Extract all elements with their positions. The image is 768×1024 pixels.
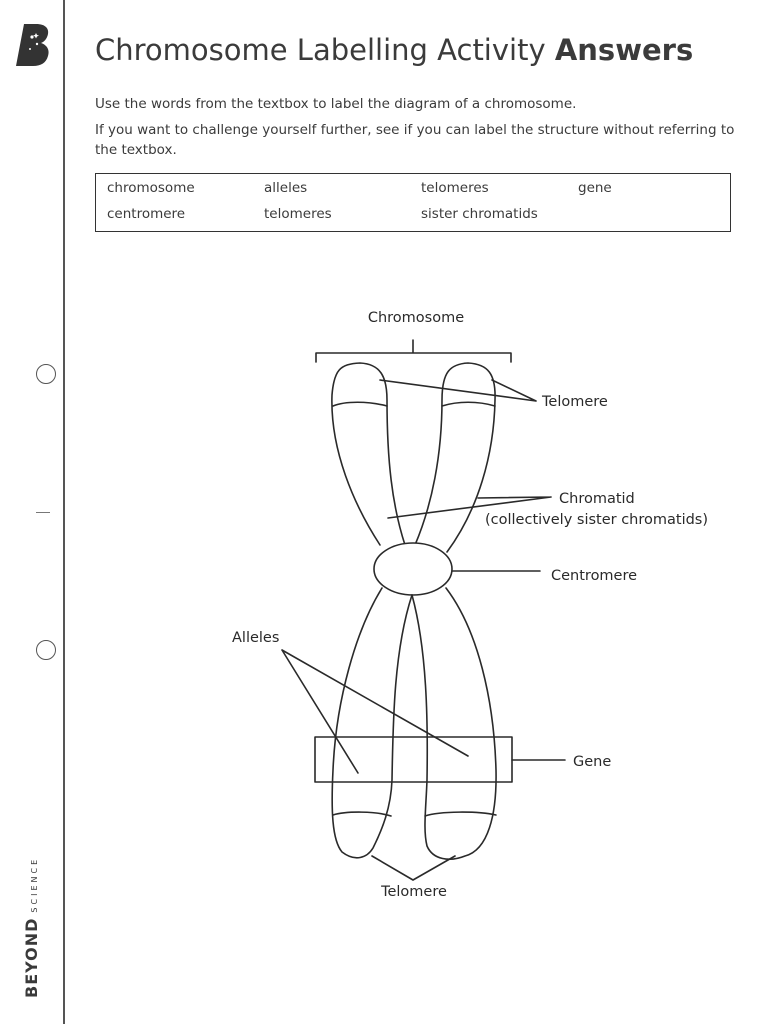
label-gene: Gene	[573, 754, 612, 770]
title-main: Chromosome Labelling Activity	[95, 33, 546, 67]
telomere-band-top-left	[333, 402, 387, 406]
chromatid-upper-right	[415, 363, 495, 552]
title-strong: Answers	[554, 33, 694, 67]
instruction-1: Use the words from the textbox to label the diagram of a chromosome.	[95, 96, 577, 112]
word-bank-item: chromosome	[107, 180, 195, 196]
instruction-2: If you want to challenge yourself further, see if you can label the structure without referring to the textbox.	[95, 122, 735, 158]
chromosome-bracket	[316, 340, 511, 362]
label-alleles: Alleles	[232, 630, 280, 646]
pointer-alleles	[282, 650, 468, 773]
label-telomere-top: Telomere	[542, 394, 608, 410]
pointer-telomere-top	[380, 380, 536, 401]
word-bank-item: telomeres	[421, 180, 489, 196]
label-centromere: Centromere	[551, 568, 638, 584]
pointer-telomere-bottom	[372, 856, 455, 880]
telomere-band-bottom-right	[425, 812, 496, 816]
chromatid-lower-left	[332, 588, 412, 858]
label-chromosome: Chromosome	[367, 310, 465, 326]
word-bank-item: gene	[578, 180, 612, 196]
telomere-band-bottom-left	[333, 812, 391, 816]
brand-tag: SCIENCE	[30, 856, 39, 913]
telomere-band-top-right	[442, 402, 495, 406]
word-bank-item: centromere	[107, 206, 186, 222]
gene-box	[315, 737, 512, 782]
word-bank-item: telomeres	[264, 206, 332, 222]
label-telomere-bottom: Telomere	[381, 884, 447, 900]
brand-name: BEYOND	[22, 917, 41, 998]
word-bank-item: sister chromatids	[421, 206, 538, 222]
chromatid-lower-right	[412, 588, 496, 859]
word-bank-item: alleles	[264, 180, 308, 196]
centromere-shape	[374, 543, 452, 595]
label-chromatid-note: (collectively sister chromatids)	[485, 512, 709, 528]
label-chromatid: Chromatid	[559, 491, 635, 507]
